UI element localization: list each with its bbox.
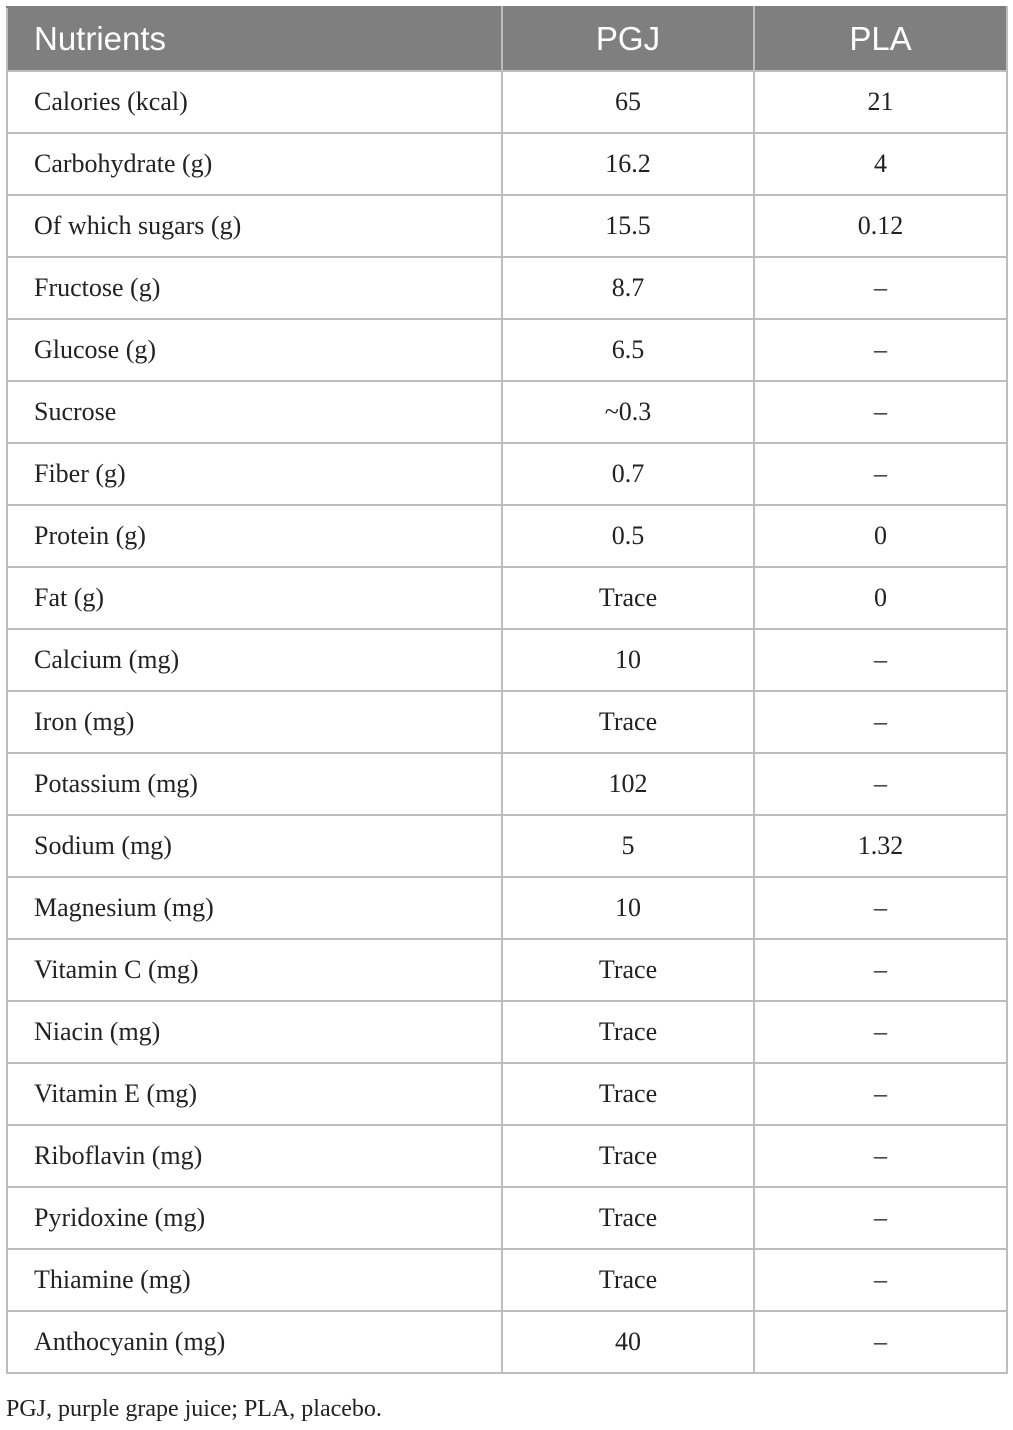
pla-value-cell: 0.12 — [754, 195, 1007, 257]
pla-value-cell: – — [754, 381, 1007, 443]
table-row — [7, 319, 1007, 381]
nutrient-name-cell: Thiamine (mg) — [7, 1249, 502, 1311]
pgj-value-cell: Trace — [502, 1125, 754, 1187]
pgj-value-cell: ~0.3 — [502, 381, 754, 443]
nutrient-name-cell: Vitamin E (mg) — [7, 1063, 502, 1125]
table-row — [7, 939, 1007, 1001]
table-row — [7, 381, 1007, 443]
nutrient-name-cell: Glucose (g) — [7, 319, 502, 381]
pgj-value-cell: 10 — [502, 877, 754, 939]
pla-value-cell: 0 — [754, 567, 1007, 629]
table-row — [7, 877, 1007, 939]
nutrient-name-cell: Fat (g) — [7, 567, 502, 629]
header-pgj: PGJ — [502, 7, 754, 71]
pla-value-cell: – — [754, 1063, 1007, 1125]
header-pla: PLA — [754, 7, 1007, 71]
table-row — [7, 629, 1007, 691]
pgj-value-cell: Trace — [502, 1187, 754, 1249]
pgj-value-cell: Trace — [502, 1001, 754, 1063]
table-row — [7, 257, 1007, 319]
nutrient-name-cell: Riboflavin (mg) — [7, 1125, 502, 1187]
table-row — [7, 71, 1007, 133]
pla-value-cell: – — [754, 691, 1007, 753]
table-row — [7, 505, 1007, 567]
nutrient-name-cell: Anthocyanin (mg) — [7, 1311, 502, 1373]
table-row — [7, 753, 1007, 815]
pgj-value-cell: Trace — [502, 939, 754, 1001]
nutrient-name-cell: Iron (mg) — [7, 691, 502, 753]
table-row — [7, 1001, 1007, 1063]
pgj-value-cell: Trace — [502, 1063, 754, 1125]
table-row — [7, 133, 1007, 195]
nutrients-table — [6, 6, 1008, 1374]
pla-value-cell: – — [754, 319, 1007, 381]
pla-value-cell: 0 — [754, 505, 1007, 567]
header-nutrients: Nutrients — [7, 7, 502, 71]
nutrient-name-cell: Magnesium (mg) — [7, 877, 502, 939]
pla-value-cell: – — [754, 1249, 1007, 1311]
table-header-row — [7, 7, 1007, 71]
table-body — [7, 71, 1007, 1373]
nutrient-name-cell: Fiber (g) — [7, 443, 502, 505]
pla-value-cell: – — [754, 939, 1007, 1001]
nutrients-table-container — [6, 6, 1006, 1374]
table-row — [7, 443, 1007, 505]
pla-value-cell: – — [754, 629, 1007, 691]
pgj-value-cell: 40 — [502, 1311, 754, 1373]
pla-value-cell: 4 — [754, 133, 1007, 195]
pgj-value-cell: 0.5 — [502, 505, 754, 567]
table-row — [7, 567, 1007, 629]
pla-value-cell: – — [754, 1187, 1007, 1249]
pla-value-cell: – — [754, 753, 1007, 815]
pgj-value-cell: 65 — [502, 71, 754, 133]
pgj-value-cell: 6.5 — [502, 319, 754, 381]
nutrient-name-cell: Pyridoxine (mg) — [7, 1187, 502, 1249]
pgj-value-cell: 5 — [502, 815, 754, 877]
pgj-value-cell: Trace — [502, 691, 754, 753]
table-row — [7, 195, 1007, 257]
nutrient-name-cell: Sucrose — [7, 381, 502, 443]
table-row — [7, 1249, 1007, 1311]
table-footnote: PGJ, purple grape juice; PLA, placebo. — [6, 1396, 382, 1422]
pgj-value-cell: 102 — [502, 753, 754, 815]
pgj-value-cell: 8.7 — [502, 257, 754, 319]
pla-value-cell: – — [754, 443, 1007, 505]
pgj-value-cell: 0.7 — [502, 443, 754, 505]
pla-value-cell: – — [754, 1001, 1007, 1063]
pgj-value-cell: 15.5 — [502, 195, 754, 257]
table-row — [7, 1063, 1007, 1125]
pla-value-cell: – — [754, 1311, 1007, 1373]
table-row — [7, 815, 1007, 877]
nutrient-name-cell: Of which sugars (g) — [7, 195, 502, 257]
nutrient-name-cell: Protein (g) — [7, 505, 502, 567]
nutrient-name-cell: Calcium (mg) — [7, 629, 502, 691]
table-row — [7, 1187, 1007, 1249]
nutrient-name-cell: Niacin (mg) — [7, 1001, 502, 1063]
nutrient-name-cell: Potassium (mg) — [7, 753, 502, 815]
table-row — [7, 691, 1007, 753]
nutrient-name-cell: Fructose (g) — [7, 257, 502, 319]
pgj-value-cell: 10 — [502, 629, 754, 691]
pgj-value-cell: 16.2 — [502, 133, 754, 195]
pla-value-cell: – — [754, 1125, 1007, 1187]
nutrient-name-cell: Sodium (mg) — [7, 815, 502, 877]
nutrient-name-cell: Carbohydrate (g) — [7, 133, 502, 195]
pgj-value-cell: Trace — [502, 567, 754, 629]
nutrient-name-cell: Vitamin C (mg) — [7, 939, 502, 1001]
pla-value-cell: – — [754, 257, 1007, 319]
table-row — [7, 1125, 1007, 1187]
table-row — [7, 1311, 1007, 1373]
pgj-value-cell: Trace — [502, 1249, 754, 1311]
pla-value-cell: 21 — [754, 71, 1007, 133]
pla-value-cell: 1.32 — [754, 815, 1007, 877]
pla-value-cell: – — [754, 877, 1007, 939]
nutrient-name-cell: Calories (kcal) — [7, 71, 502, 133]
